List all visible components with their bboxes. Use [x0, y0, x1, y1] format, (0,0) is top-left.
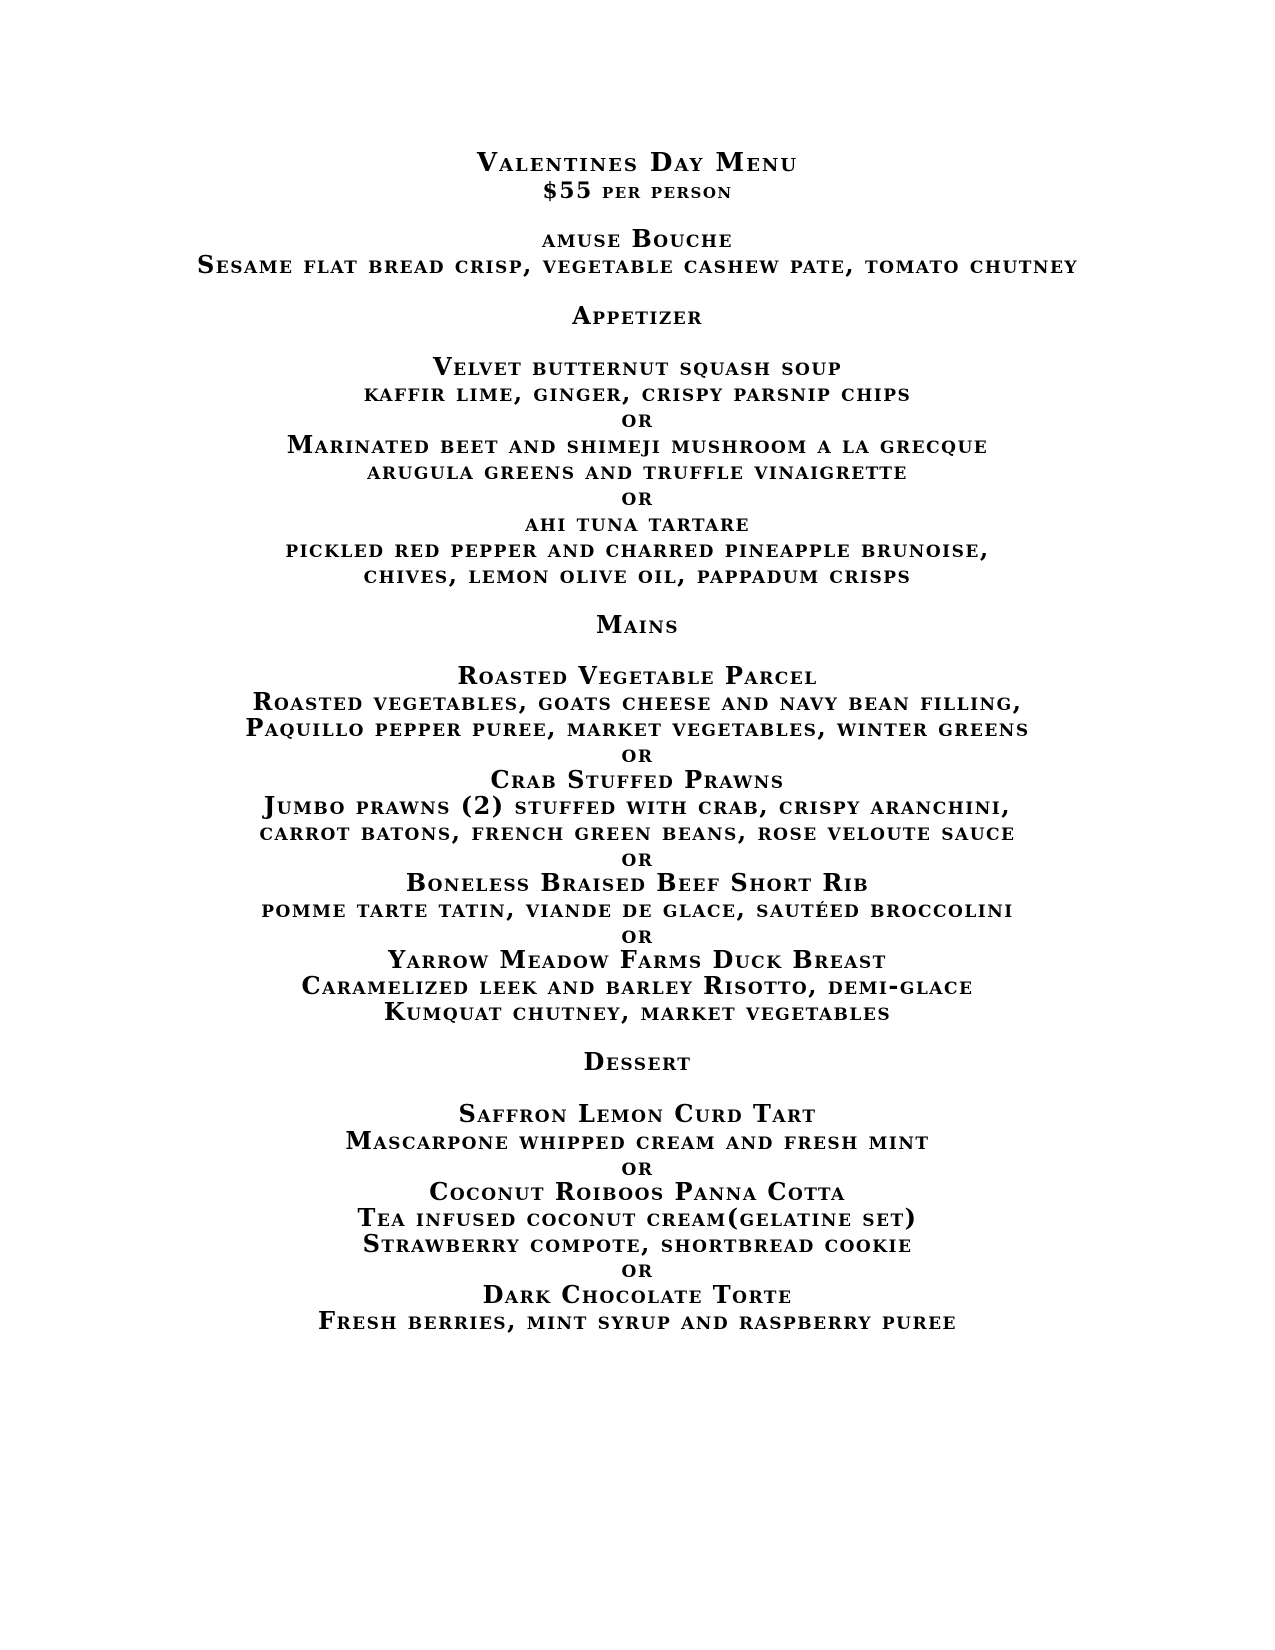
- mains-heading: Mains: [595, 610, 680, 639]
- mains-item-detail: Paquillo pepper puree, market vegetables, winter greens: [245, 713, 1030, 742]
- mains-item-detail: carrot batons, french green beans, rose veloute sauce: [259, 817, 1016, 846]
- mains-item-detail: Kumquat chutney, market vegetables: [383, 997, 892, 1026]
- mains-item-name: Yarrow Meadow Farms Duck Breast: [388, 945, 887, 974]
- or-separator: or: [621, 404, 654, 433]
- dessert-item-detail: Fresh berries, mint syrup and raspberry puree: [317, 1306, 958, 1335]
- appetizer-item-name: ahi tuna tartare: [525, 508, 750, 537]
- dessert-item-detail: Strawberry compote, shortbread cookie: [362, 1229, 913, 1258]
- mains-item-detail: pomme tarte tatin, viande de glace, sautéed broccolini: [261, 894, 1014, 923]
- amuse-heading: amuse Bouche: [542, 224, 733, 253]
- mains-item-name: Roasted Vegetable Parcel: [457, 661, 818, 690]
- mains-item-detail: Jumbo prawns (2) stuffed with crab, crispy aranchini,: [263, 791, 1012, 820]
- menu-price: $55 per person: [542, 178, 733, 204]
- menu-title: Valentines Day Menu: [476, 148, 799, 178]
- or-separator: or: [621, 739, 654, 768]
- dessert-item-name: Coconut Roiboos Panna Cotta: [429, 1177, 846, 1206]
- appetizer-item-detail: arugula greens and truffle vinaigrette: [367, 456, 908, 485]
- mains-item-detail: Caramelized leek and barley Risotto, demi-glace: [301, 971, 974, 1000]
- dessert-item-name: Saffron Lemon Curd Tart: [458, 1099, 817, 1128]
- mains-item-name: Boneless Braised Beef Short Rib: [405, 868, 870, 897]
- dessert-item-detail: Mascarpone whipped cream and fresh mint: [345, 1126, 930, 1155]
- appetizer-item-detail: chives, lemon olive oil, pappadum crisps: [363, 560, 912, 589]
- dessert-item-detail: Tea infused coconut cream(gelatine set): [357, 1203, 918, 1232]
- or-separator: or: [621, 1152, 654, 1181]
- appetizer-heading: Appetizer: [572, 301, 703, 330]
- dessert-heading: Dessert: [583, 1047, 692, 1076]
- mains-item-detail: Roasted vegetables, goats cheese and navy bean filling,: [252, 687, 1023, 716]
- or-separator: or: [621, 1254, 654, 1283]
- or-separator: or: [621, 920, 654, 949]
- appetizer-item-detail: kaffir lime, ginger, crispy parsnip chips: [363, 378, 912, 407]
- or-separator: or: [621, 482, 654, 511]
- appetizer-item-name: Velvet butternut squash soup: [433, 352, 842, 381]
- appetizer-item-detail: pickled red pepper and charred pineapple brunoise,: [285, 534, 990, 563]
- dessert-item-name: Dark Chocolate Torte: [482, 1280, 793, 1309]
- appetizer-item-name: Marinated beet and shimeji mushroom a la grecque: [286, 430, 989, 459]
- or-separator: or: [621, 843, 654, 872]
- amuse-description: Sesame flat bread crisp, vegetable cashew pate, tomato chutney: [196, 250, 1079, 279]
- mains-item-name: Crab Stuffed Prawns: [490, 765, 785, 794]
